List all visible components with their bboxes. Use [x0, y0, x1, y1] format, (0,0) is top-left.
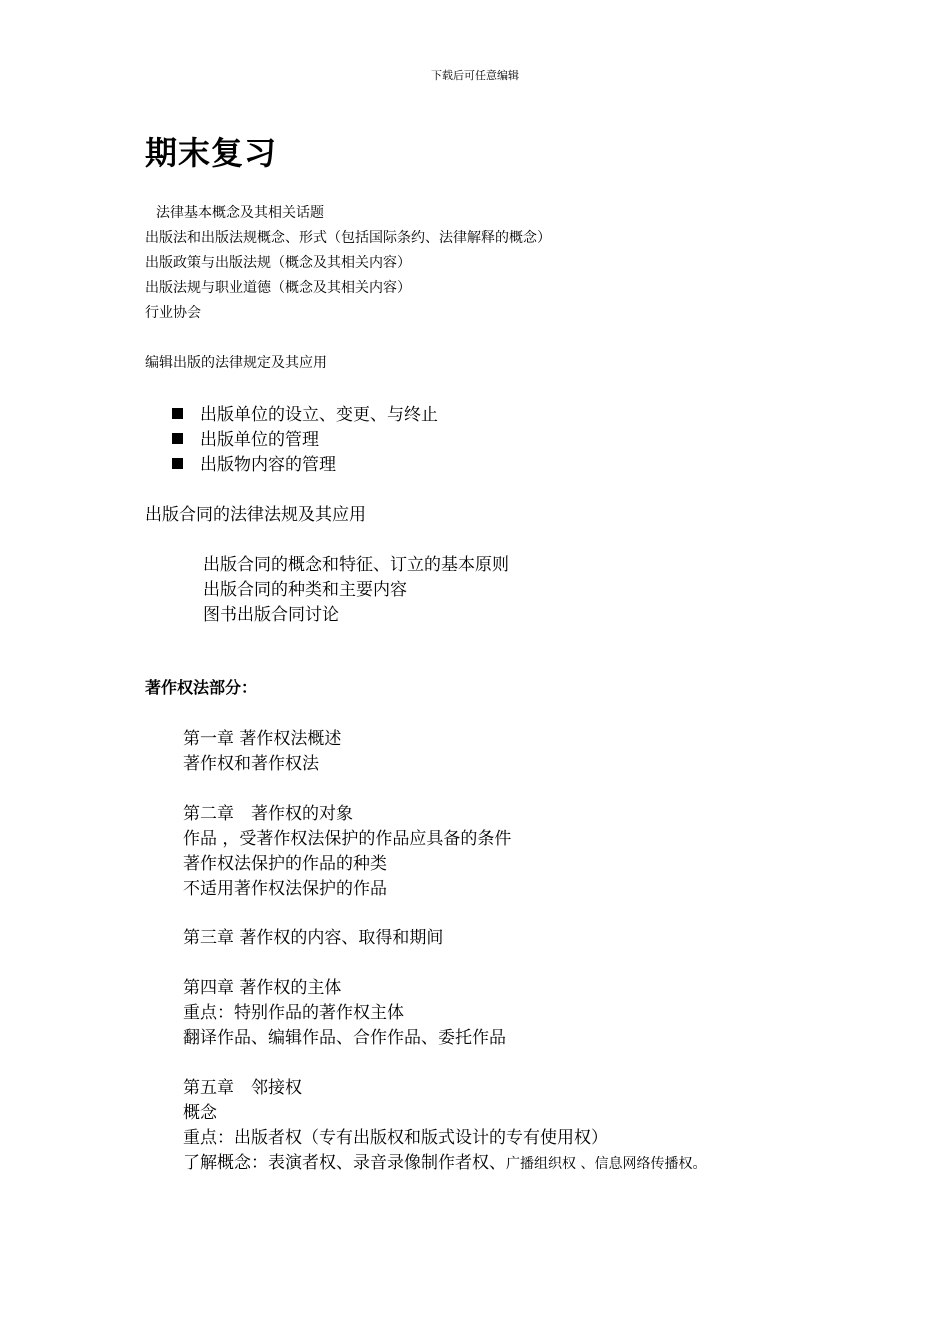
- chapter-line: 翻译作品、编辑作品、合作作品、委托作品: [183, 1028, 506, 1048]
- chapter-title: 第二章 著作权的对象: [183, 804, 353, 824]
- page-title: 期末复习: [145, 134, 278, 172]
- square-bullet-icon: [172, 408, 183, 419]
- chapter-line: 作品 ，受著作权法保护的作品应具备的条件: [183, 829, 512, 849]
- bullet-item: [172, 450, 336, 475]
- square-bullet-icon: [172, 433, 183, 444]
- chapter-line: 不适用著作权法保护的作品: [183, 879, 387, 899]
- chapter-title: 第一章 著作权法概述: [183, 729, 342, 749]
- chapter-title: 第三章 著作权的内容、取得和期间: [183, 928, 444, 948]
- chapter-line: 重点：出版者权（专有出版权和版式设计的专有使用权）: [183, 1128, 608, 1148]
- section-heading: 编辑出版的法律规定及其应用: [145, 355, 327, 371]
- bullet-item: [172, 400, 438, 425]
- contract-item: 出版合同的概念和特征、订立的基本原则: [203, 555, 509, 575]
- intro-line: 法律基本概念及其相关话题: [156, 205, 324, 221]
- intro-line: 出版法和出版法规概念、形式（包括国际条约、法律解释的概念）: [145, 230, 551, 246]
- page-header: 下载后可任意编辑: [431, 69, 519, 82]
- bullet-text: 出版单位的管理: [200, 430, 319, 450]
- chapter-line: 著作权法保护的作品的种类: [183, 854, 387, 874]
- contract-item: 出版合同的种类和主要内容: [203, 580, 407, 600]
- copyright-heading: 著作权法部分：: [145, 678, 258, 697]
- intro-line: 出版政策与出版法规（概念及其相关内容）: [145, 255, 411, 271]
- chapter-title: 第四章 著作权的主体: [183, 978, 342, 998]
- chapter-line: 著作权和著作权法: [183, 754, 319, 774]
- concept-text: 广播组织权 、信息网络传播权。: [506, 1156, 707, 1172]
- chapter-line: 概念: [183, 1103, 217, 1123]
- chapter-line: [183, 1148, 706, 1173]
- chapter-title: 第五章 邻接权: [183, 1078, 302, 1098]
- bullet-text: 出版单位的设立、变更、与终止: [200, 405, 438, 425]
- intro-line: 行业协会: [145, 305, 201, 321]
- intro-line: 出版法规与职业道德（概念及其相关内容）: [145, 280, 411, 296]
- section-heading: 出版合同的法律法规及其应用: [145, 505, 366, 525]
- bullet-item: [172, 425, 319, 450]
- square-bullet-icon: [172, 458, 183, 469]
- bullet-text: 出版物内容的管理: [200, 455, 336, 475]
- chapter-line: 重点：特别作品的著作权主体: [183, 1003, 404, 1023]
- concept-text: 了解概念：表演者权、录音录像制作者权、: [183, 1153, 506, 1173]
- contract-item: 图书出版合同讨论: [203, 605, 339, 625]
